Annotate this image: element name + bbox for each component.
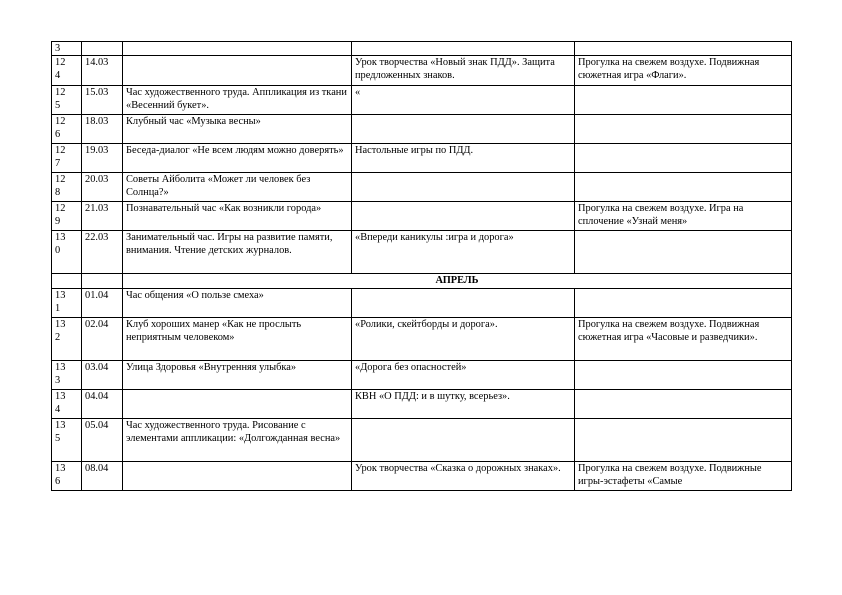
table-row: [52, 173, 792, 202]
row-date: 22.03: [82, 231, 123, 274]
row-date: 01.04: [82, 289, 123, 318]
table-row: [52, 144, 792, 173]
row-number: 12 7: [52, 144, 82, 173]
row-number: 12 6: [52, 115, 82, 144]
row-date: 21.03: [82, 202, 123, 231]
row-pdd-activity: [352, 42, 575, 56]
row-date: 04.04: [82, 390, 123, 419]
row-walk-activity: Прогулка на свежем воздухе. Игра на сплочение «Узнай меня»: [575, 202, 792, 231]
row-walk-activity: Прогулка на свежем воздухе. Подвижные игры-эстафеты «Самые: [575, 462, 792, 491]
row-walk-activity: [575, 115, 792, 144]
row-walk-activity: [575, 42, 792, 56]
row-number: 12 5: [52, 86, 82, 115]
table-row: [52, 115, 792, 144]
row-activity: Улица Здоровья «Внутренняя улыбка»: [123, 361, 352, 390]
table-row: [52, 318, 792, 361]
row-pdd-activity: «Ролики, скейтборды и дорога».: [352, 318, 575, 361]
row-number: 13 6: [52, 462, 82, 491]
row-pdd-activity: «: [352, 86, 575, 115]
row-pdd-activity: [352, 202, 575, 231]
row-activity: Клубный час «Музыка весны»: [123, 115, 352, 144]
row-activity: [123, 462, 352, 491]
activity-plan-body: [52, 42, 792, 491]
row-number: 12 4: [52, 56, 82, 86]
row-number: 13 0: [52, 231, 82, 274]
table-row: [52, 419, 792, 462]
row-date: 19.03: [82, 144, 123, 173]
row-pdd-activity: [352, 115, 575, 144]
row-pdd-activity: «Дорога без опасностей»: [352, 361, 575, 390]
month-heading: АПРЕЛЬ: [123, 274, 792, 289]
row-walk-activity: [575, 231, 792, 274]
row-activity: [123, 56, 352, 86]
table-row: [52, 361, 792, 390]
row-activity: Советы Айболита «Может ли человек без Солнца?»: [123, 173, 352, 202]
row-activity: Час художественного труда. Аппликация из ткани «Весенний букет».: [123, 86, 352, 115]
row-number: 12 9: [52, 202, 82, 231]
month-row-empty-cell: [82, 274, 123, 289]
row-date: [82, 42, 123, 56]
row-pdd-activity: Урок творчества «Сказка о дорожных знаках».: [352, 462, 575, 491]
row-date: 08.04: [82, 462, 123, 491]
row-walk-activity: Прогулка на свежем воздухе. Подвижная сюжетная игра «Часовые и разведчики».: [575, 318, 792, 361]
activity-plan-table: [51, 41, 792, 491]
row-activity: [123, 42, 352, 56]
row-date: 03.04: [82, 361, 123, 390]
row-number: 13 3: [52, 361, 82, 390]
row-activity: [123, 390, 352, 419]
table-row: [52, 42, 792, 56]
row-number: 13 5: [52, 419, 82, 462]
row-pdd-activity: КВН «О ПДД: и в шутку, всерьез».: [352, 390, 575, 419]
row-walk-activity: [575, 361, 792, 390]
table-row: [52, 202, 792, 231]
row-walk-activity: Прогулка на свежем воздухе. Подвижная сюжетная игра «Флаги».: [575, 56, 792, 86]
table-row: [52, 231, 792, 274]
row-walk-activity: [575, 144, 792, 173]
row-activity: Час общения «О пользе смеха»: [123, 289, 352, 318]
row-pdd-activity: [352, 419, 575, 462]
row-walk-activity: [575, 289, 792, 318]
row-activity: Час художественного труда. Рисование с элементами аппликации: «Долгожданная весна»: [123, 419, 352, 462]
row-pdd-activity: «Впереди каникулы :игра и дорога»: [352, 231, 575, 274]
table-row: [52, 390, 792, 419]
row-number: 13 1: [52, 289, 82, 318]
row-pdd-activity: [352, 289, 575, 318]
month-row-empty-cell: [52, 274, 82, 289]
row-walk-activity: [575, 419, 792, 462]
row-walk-activity: [575, 86, 792, 115]
row-date: 15.03: [82, 86, 123, 115]
row-number: 3: [52, 42, 82, 56]
table-row: [52, 289, 792, 318]
row-date: 20.03: [82, 173, 123, 202]
row-number: 13 2: [52, 318, 82, 361]
row-walk-activity: [575, 390, 792, 419]
row-activity: Занимательный час. Игры на развитие памяти, внимания. Чтение детских журналов.: [123, 231, 352, 274]
table-row: [52, 462, 792, 491]
row-activity: Беседа-диалог «Не всем людям можно доверять»: [123, 144, 352, 173]
row-number: 12 8: [52, 173, 82, 202]
row-activity: Клуб хороших манер «Как не прослыть неприятным человеком»: [123, 318, 352, 361]
row-pdd-activity: [352, 173, 575, 202]
table-row: [52, 86, 792, 115]
row-date: 02.04: [82, 318, 123, 361]
row-date: 18.03: [82, 115, 123, 144]
row-date: 05.04: [82, 419, 123, 462]
row-walk-activity: [575, 173, 792, 202]
row-pdd-activity: Урок творчества «Новый знак ПДД». Защита предложенных знаков.: [352, 56, 575, 86]
row-activity: Познавательный час «Как возникли города»: [123, 202, 352, 231]
month-row-april: [52, 274, 792, 289]
table-row: [52, 56, 792, 86]
row-number: 13 4: [52, 390, 82, 419]
row-date: 14.03: [82, 56, 123, 86]
row-pdd-activity: Настольные игры по ПДД.: [352, 144, 575, 173]
